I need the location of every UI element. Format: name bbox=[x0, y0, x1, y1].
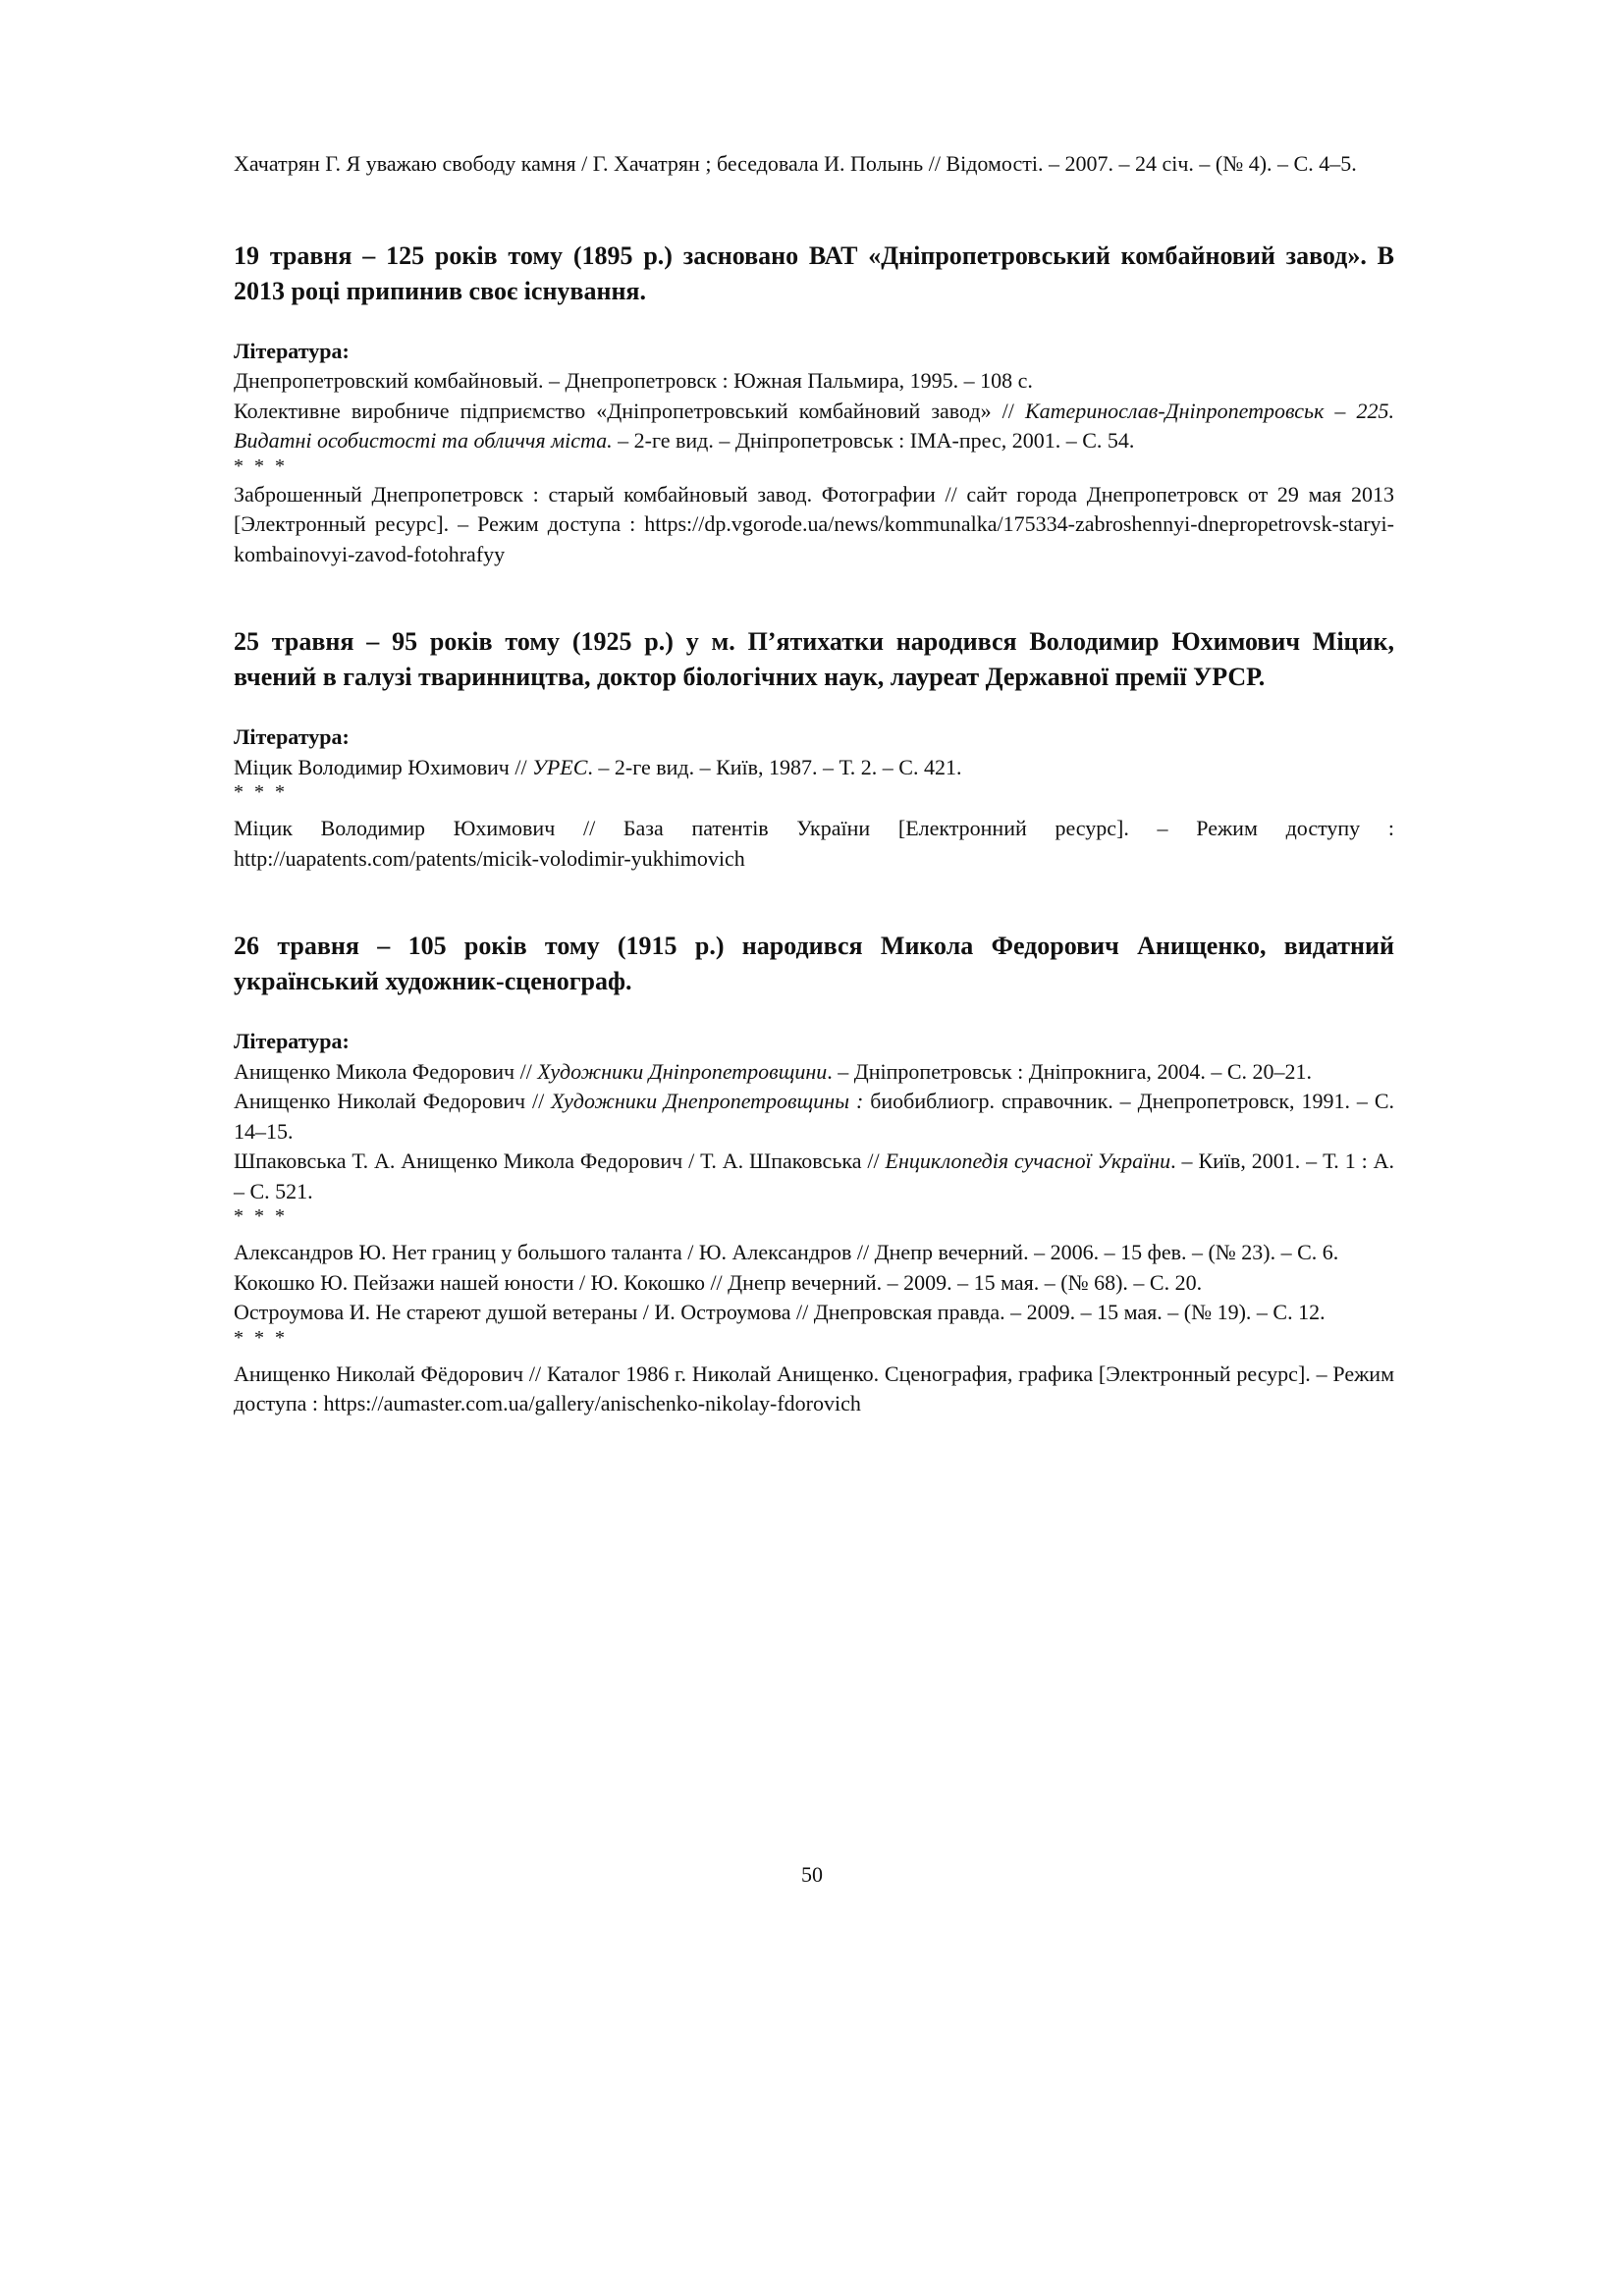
spacer bbox=[234, 569, 1394, 624]
spacer bbox=[234, 806, 1394, 814]
spacer bbox=[234, 695, 1394, 722]
separator-stars: * * * bbox=[234, 454, 288, 477]
literature-entry: Кокошко Ю. Пейзажи нашей юности / Ю. Кокошко // Днепр вечерний. – 2009. – 15 мая. – (№ 68). – С. 20. bbox=[234, 1269, 1203, 1295]
literature-entry bbox=[234, 1147, 1394, 1206]
entry-title-italic: Художники Днепропетровщины : bbox=[551, 1089, 864, 1113]
literature-entry: Міцик Володимир Юхимович // База патентів України [Електронний ресурс]. – Режим доступу : http://uapatents.com/patents/micik-volodimir-yukhimovich bbox=[234, 816, 1394, 871]
separator-stars: * * * bbox=[234, 1205, 288, 1227]
page-number: 50 bbox=[801, 1862, 823, 1887]
literature-label: Література: bbox=[234, 1029, 350, 1053]
spacer bbox=[234, 874, 1394, 929]
entry-suffix: биобиблиогр. справочник. – Днепропетровск, 1991. – С. 14–15. bbox=[234, 1089, 1394, 1144]
entry-title-italic: Енциклопедія сучасної України bbox=[885, 1148, 1171, 1173]
section-heading: 25 травня – 95 років тому (1925 р.) у м. П’ятихатки народився Володимир Юхимович Міцик, вчений в галузі тваринництва, доктор біологічних наук, лауреат Державної премії УРСР. bbox=[234, 627, 1394, 691]
entry-suffix: – 2-ге вид. – Дніпропетровськ : ІМА-прес, 2001. – С. 54. bbox=[612, 428, 1135, 453]
literature-entry: Анищенко Николай Фёдорович // Каталог 1986 г. Николай Анищенко. Сценография, графика [Электронный ресурс]. – Режим доступа : https://aumaster.com.ua/gallery/anischenko-nikolay-fdorovich bbox=[234, 1361, 1394, 1415]
literature-entry: Остроумова И. Не стареют душой ветераны / И. Остроумова // Днепровская правда. – 2009. – 15 мая. – (№ 19). – С. 12. bbox=[234, 1300, 1326, 1324]
section-heading: 19 травня – 125 років тому (1895 р.) засновано ВАТ «Дніпропетровський комбайновий завод». В 2013 році припинив своє існування. bbox=[234, 240, 1394, 305]
document-page bbox=[234, 149, 1394, 1419]
literature-entry: Заброшенный Днепропетровск : старый комбайновый завод. Фотографии // сайт города Днепропетровск от 29 мая 2013 [Электронный ресурс]. – Режим доступа : https://dp.vgorode.ua/news/kommunalka/175334-zabroshennyi-dnepropetrovsk-staryi-kombainovyi-zavod-fotohrafyy bbox=[234, 481, 1394, 566]
spacer bbox=[234, 180, 1394, 239]
separator-stars: * * * bbox=[234, 781, 288, 803]
section-heading: 26 травня – 105 років тому (1915 р.) народився Микола Федорович Анищенко, видатний український художник-сценограф. bbox=[234, 932, 1394, 995]
entry-suffix: . – Дніпропетровськ : Дніпрокнига, 2004. – С. 20–21. bbox=[827, 1058, 1313, 1084]
entry-prefix: Міцик Володимир Юхимович // bbox=[234, 754, 533, 779]
spacer bbox=[234, 1352, 1394, 1360]
literature-entry bbox=[234, 1057, 1394, 1088]
entry-title-italic: УРЕС bbox=[532, 754, 588, 779]
literature-entry: Александров Ю. Нет границ у большого таланта / Ю. Александров // Днепр вечерний. – 2006. – 15 фев. – (№ 23). – С. 6. bbox=[234, 1240, 1339, 1264]
literature-label: Література: bbox=[234, 338, 350, 363]
section-combine-plant bbox=[234, 239, 1394, 570]
entry-prefix: Анищенко Николай Федорович // bbox=[234, 1089, 552, 1113]
literature-entry: Днепропетровский комбайновый. – Днепропетровск : Южная Пальмира, 1995. – 108 с. bbox=[234, 368, 1033, 393]
section-anyshchenko bbox=[234, 929, 1394, 1419]
literature-entry bbox=[234, 397, 1394, 456]
intro-entry: Хачатрян Г. Я уважаю свободу камня / Г. Хачатрян ; беседовала И. Полынь // Відомості. – 2007. – 24 січ. – (№ 4). – С. 4–5. bbox=[234, 151, 1357, 176]
entry-prefix: Колективне виробниче підприємство «Дніпропетровський комбайновий завод» // bbox=[234, 398, 1025, 423]
literature-label: Література: bbox=[234, 724, 350, 749]
literature-entry bbox=[234, 753, 1394, 783]
spacer bbox=[234, 999, 1394, 1027]
spacer bbox=[234, 1230, 1394, 1238]
entry-prefix: Шпаковська Т. А. Анищенко Микола Федорович / Т. А. Шпаковська // bbox=[234, 1148, 886, 1173]
separator-stars: * * * bbox=[234, 1326, 288, 1349]
section-mitsyk bbox=[234, 624, 1394, 874]
entry-suffix: . – 2-ге вид. – Київ, 1987. – Т. 2. – С. 421. bbox=[587, 754, 962, 779]
entry-title-italic: Художники Дніпропетровщини bbox=[537, 1058, 828, 1084]
literature-entry bbox=[234, 1087, 1394, 1147]
entry-suffix: . – Київ, 2001. – Т. 1 : А. – С. 521. bbox=[234, 1148, 1394, 1203]
entry-title-italic: Катеринослав-Дніпропетровськ – 225. Видатні особистості та обличчя міста. bbox=[234, 398, 1395, 453]
spacer bbox=[234, 309, 1394, 337]
entry-prefix: Анищенко Микола Федорович // bbox=[234, 1058, 538, 1084]
